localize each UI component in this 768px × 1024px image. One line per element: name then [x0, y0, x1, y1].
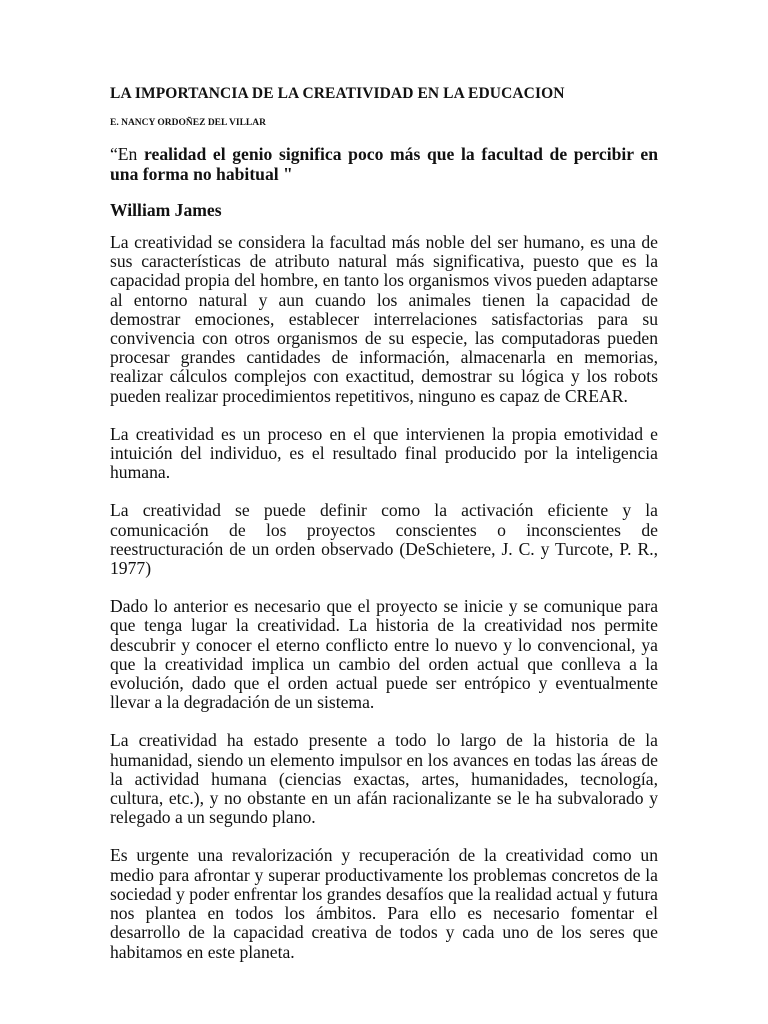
- body-paragraph-5: La creatividad ha estado presente a todo lo largo de la historia de la humanidad, siendo un elemento impulsor en los avances en todas las áreas de la actividad humana (ciencias exactas, artes, humanidades, tecnología, cultura, etc.), y no obstante en un afán racionalizante se le ha subvalorado y relegado a un segundo plano.: [110, 730, 658, 828]
- body-paragraph-1: La creatividad se considera la facultad más noble del ser humano, es una de sus características de atributo natural más significativa, puesto que es la capacidad propia del hombre, en tanto los organismos vivos pueden adaptarse al entorno natural y aun cuando los animales tienen la capacidad de demostrar emociones, establecer interrelaciones satisfactorias para su convivencia con otros organismos de su especie, las computadoras pueden procesar grandes cantidades de información, almacenarla en memorias, realizar cálculos complejos con exactitud, demostrar su lógica y los robots pueden realizar procedimientos repetitivos, ninguno es capaz de CREAR.: [110, 232, 658, 406]
- body-paragraph-2: La creatividad es un proceso en el que intervienen la propia emotividad e intuición del individuo, es el resultado final producido por la inteligencia humana.: [110, 423, 658, 483]
- quote-body: realidad el genio significa poco más que la facultad de percibir en una forma no habitual ": [110, 144, 658, 184]
- epigraph-quote: [110, 144, 658, 184]
- body-paragraph-6: Es urgente una revalorización y recuperación de la creatividad como un medio para afrontar y superar productivamente los problemas concretos de la sociedad y poder enfrentar los grandes desafíos que la realidad actual y futura nos plantea en todos los ámbitos. Para ello es necesario fomentar el desarrollo de la capacidad creativa de todos y cada uno de los seres que habitamos en este planeta.: [110, 845, 658, 962]
- document-author: E. NANCY ORDOÑEZ DEL VILLAR: [110, 118, 266, 128]
- document-page: [110, 84, 658, 962]
- quote-opening: “En: [110, 144, 145, 164]
- body-paragraph-3: La creatividad se puede definir como la activación eficiente y la comunicación de los proyectos conscientes o inconscientes de reestructuración de un orden observado (DeSchietere, J. C. y Turcote, P. R., 1977): [110, 500, 658, 579]
- document-title: LA IMPORTANCIA DE LA CREATIVIDAD EN LA EDUCACION: [110, 85, 565, 102]
- body-paragraph-4: Dado lo anterior es necesario que el proyecto se inicie y se comunique para que tenga lugar la creatividad. La historia de la creatividad nos permite descubrir y conocer el eterno conflicto entre lo nuevo y lo convencional, ya que la creatividad implica un cambio del orden actual que conlleva a la evolución, dado que el orden actual puede ser entrópico y eventualmente llevar a la degradación de un sistema.: [110, 596, 658, 713]
- quote-author: William James: [110, 200, 222, 220]
